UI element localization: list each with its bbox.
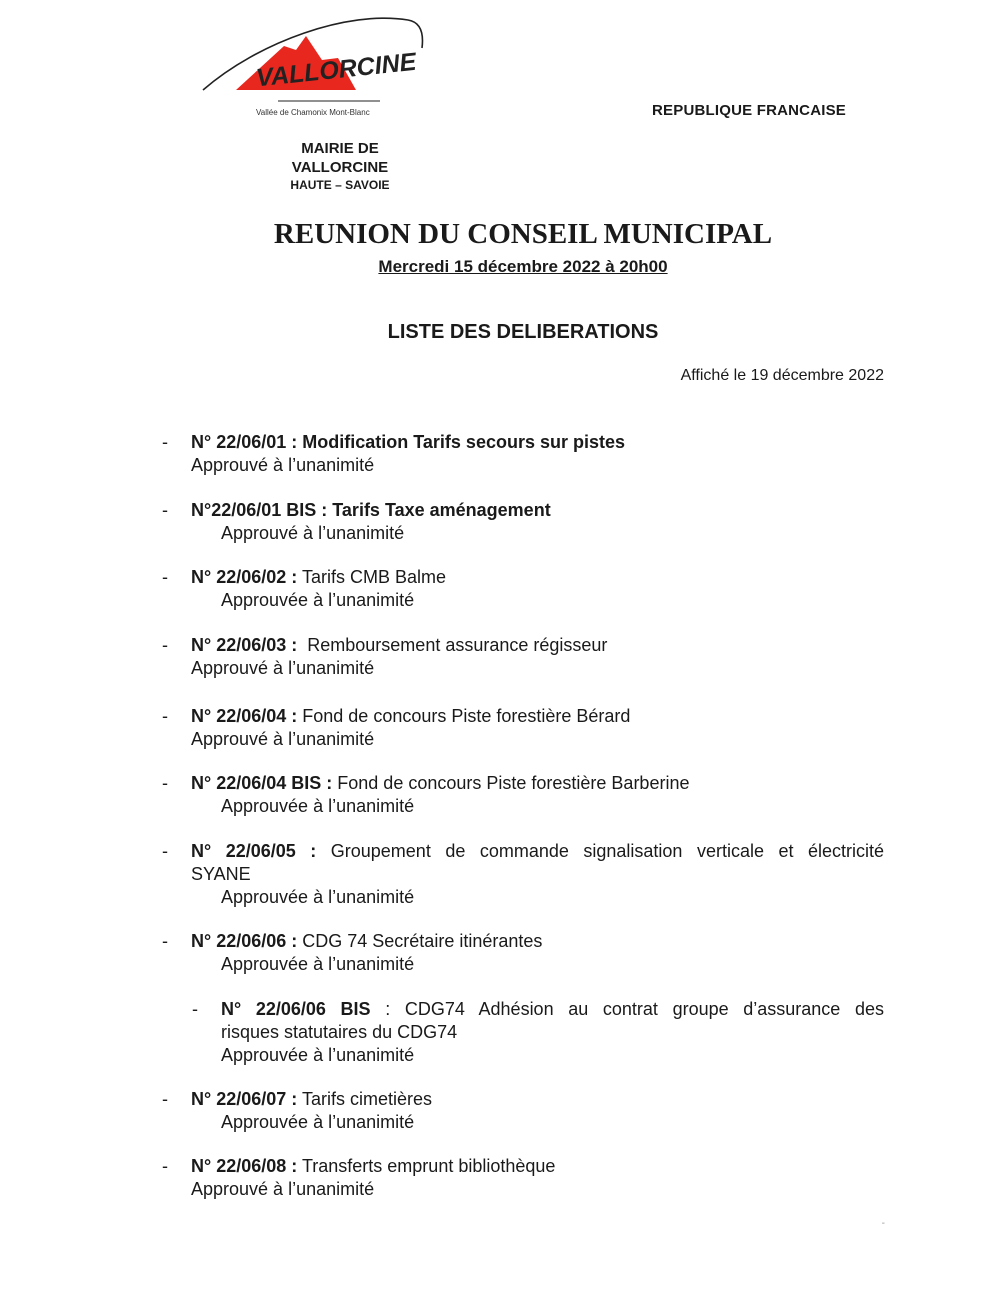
- deliberation-status: Approuvée à l’unanimité: [221, 954, 415, 974]
- deliberation-title: N° 22/06/01 : Modification Tarifs secours sur pistes: [191, 432, 626, 452]
- list-dash: -: [162, 841, 168, 861]
- deliberation-status: Approuvée à l’unanimité: [221, 590, 415, 610]
- list-dash: -: [162, 567, 168, 587]
- list-dash: -: [162, 1089, 168, 1109]
- deliberation-title: N° 22/06/08 : Transferts emprunt bibliothèque: [191, 1156, 556, 1176]
- deliberation-status: Approuvé à l’unanimité: [221, 523, 405, 543]
- logo-mountain-graphic: [198, 12, 430, 120]
- deliberation-status: Approuvée à l’unanimité: [221, 1045, 415, 1065]
- deliberation-status: Approuvée à l’unanimité: [221, 1112, 415, 1132]
- mairie-block: [270, 139, 410, 193]
- deliberation-title: N° 22/06/07 : Tarifs cimetières: [191, 1089, 432, 1109]
- list-dash: -: [162, 635, 168, 655]
- vallorcine-logo: [198, 12, 430, 120]
- list-dash: -: [162, 773, 168, 793]
- deliberation-title-continued: SYANE: [191, 864, 251, 884]
- deliberation-status: Approuvé à l’unanimité: [191, 658, 375, 678]
- deliberation-title: N° 22/06/02 : Tarifs CMB Balme: [191, 567, 446, 587]
- deliberation-title: N° 22/06/05 : Groupement de commande signalisation verticale et électricité: [191, 841, 885, 861]
- mairie-line-1: MAIRIE DE: [301, 140, 379, 157]
- deliberation-status: Approuvé à l’unanimité: [191, 729, 375, 749]
- list-heading: LISTE DES DELIBERATIONS: [387, 321, 659, 343]
- posted-date: Affiché le 19 décembre 2022: [680, 367, 884, 384]
- deliberation-status: Approuvé à l’unanimité: [191, 1179, 375, 1199]
- mairie-line-2: VALLORCINE: [291, 159, 389, 176]
- logo-tagline: Vallée de Chamonix Mont-Blanc: [256, 108, 370, 117]
- deliberation-status: Approuvée à l’unanimité: [221, 887, 415, 907]
- list-dash: -: [192, 999, 198, 1019]
- deliberation-title: N°22/06/01 BIS : Tarifs Taxe aménagement: [191, 500, 551, 520]
- deliberation-title: N° 22/06/03 : Remboursement assurance régisseur: [191, 635, 608, 655]
- deliberation-title: N° 22/06/06 BIS : CDG74 Adhésion au contrat groupe d’assurance des: [221, 999, 884, 1019]
- list-dash: -: [162, 500, 168, 520]
- republique-francaise: REPUBLIQUE FRANCAISE: [652, 102, 847, 119]
- list-dash: -: [162, 1156, 168, 1176]
- document-title: REUNION DU CONSEIL MUNICIPAL: [273, 218, 773, 250]
- meeting-date: Mercredi 15 décembre 2022 à 20h00: [378, 257, 668, 276]
- mairie-line-3: HAUTE – SAVOIE: [290, 178, 390, 192]
- deliberation-title: N° 22/06/04 BIS : Fond de concours Piste forestière Barberine: [191, 773, 690, 793]
- list-dash: -: [162, 432, 168, 452]
- deliberation-status: Approuvé à l’unanimité: [191, 455, 375, 475]
- list-dash: -: [162, 706, 168, 726]
- deliberation-title-continued: risques statutaires du CDG74: [221, 1022, 458, 1042]
- logo-wordmark: VALLORCINE: [254, 47, 418, 93]
- list-dash: -: [162, 931, 168, 951]
- deliberation-status: Approuvée à l’unanimité: [221, 796, 415, 816]
- corner-mark: -: [881, 1218, 885, 1229]
- deliberation-title: N° 22/06/04 : Fond de concours Piste forestière Bérard: [191, 706, 631, 726]
- deliberation-title: N° 22/06/06 : CDG 74 Secrétaire itinérantes: [191, 931, 543, 951]
